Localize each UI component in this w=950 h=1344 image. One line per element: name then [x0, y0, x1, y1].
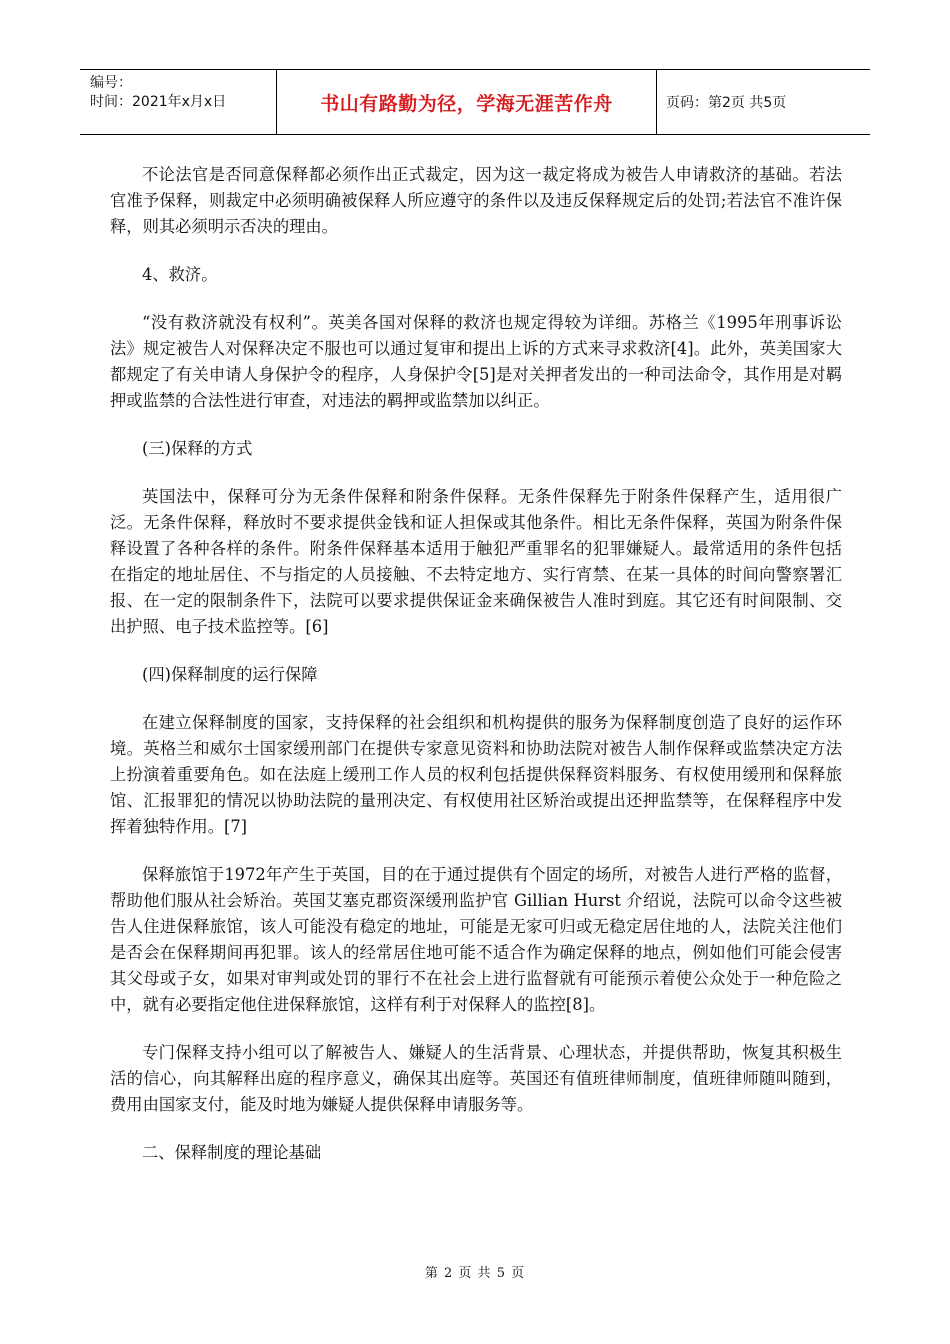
page-header — [80, 69, 870, 135]
document-date: 时间：2021年x月x日 — [90, 94, 227, 110]
paragraph: 在建立保释制度的国家，支持保释的社会组织和机构提供的服务为保释制度创造了良好的运作环境。英格兰和威尔士国家缓刑部门在提供专家意见资料和协助法院对被告人制作保释或监禁决定方法上扮演着重要角色。如在法庭上缓刑工作人员的权利包括提供保释资料服务、有权使用缓刑和保释旅馆、汇报罪犯的情况以协助法院的量刑决定、有权使用社区矫治或提出还押监禁等，在保释程序中发挥着独特作用。[7] — [110, 713, 842, 836]
header-page-info: 页码：第2页 共5页 — [666, 95, 787, 111]
header-divider-right — [656, 70, 657, 134]
section-heading-theory: 二、保释制度的理论基础 — [142, 1143, 322, 1162]
document-body — [110, 162, 842, 1188]
section-heading-remedy: 4、救济。 — [142, 265, 218, 284]
paragraph: 英国法中，保释可分为无条件保释和附条件保释。无条件保释先于附条件保释产生，适用很广泛。无条件保释，释放时不要求提供金钱和证人担保或其他条件。相比无条件保释，英国为附条件保释设置了各种各样的条件。附条件保释基本适用于触犯严重罪名的犯罪嫌疑人。最常适用的条件包括在指定的地址居住、不与指定的人员接触、不去特定地方、实行宵禁、在某一具体的时间向警察署汇报、在一定的限制条件下，法院可以要求提供保证金来确保被告人准时到庭。其它还有时间限制、交出护照、电子技术监控等。[6] — [110, 487, 842, 636]
paragraph: “没有救济就没有权利”。英美各国对保释的救济也规定得较为详细。苏格兰《1995年刑事诉讼法》规定被告人对保释决定不服也可以通过复审和提出上诉的方式来寻求救济[4]。此外，英美国家大都规定了有关申请人身保护令的程序，人身保护令[5]是对关押者发出的一种司法命令，其作用是对羁押或监禁的合法性进行审查，对违法的羁押或监禁加以纠正。 — [110, 313, 842, 410]
header-motto: 书山有路勤为径，学海无涯苦作舟 — [320, 92, 613, 115]
paragraph: 不论法官是否同意保释都必须作出正式裁定，因为这一裁定将成为被告人申请救济的基础。若法官准予保释，则裁定中必须明确被保释人所应遵守的条件以及违反保释规定后的处罚;若法官不准许保释，则其必须明示否决的理由。 — [110, 165, 842, 236]
paragraph: 专门保释支持小组可以了解被告人、嫌疑人的生活背景、心理状态，并提供帮助，恢复其积极生活的信心，向其解释出庭的程序意义，确保其出庭等。英国还有值班律师制度，值班律师随叫随到，费用由国家支付，能及时地为嫌疑人提供保释申请服务等。 — [110, 1043, 842, 1114]
header-meta — [90, 70, 275, 138]
document-number-label: 编号： — [90, 75, 132, 91]
paragraph: 保释旅馆于1972年产生于英国，目的在于通过提供有个固定的场所，对被告人进行严格的监督，帮助他们服从社会矫治。英国艾塞克郡资深缓刑监护官 Gillian Hurst 介绍说，法院可以命令这些被告人住进保释旅馆，该人可能没有稳定的地址，可能是无家可归或无稳定居住地的人，法院关注他们是否会在保释期间再犯罪。该人的经常居住地可能不适合作为确定保释的地点，例如他们可能会侵害其父母或子女，如果对审判或处罚的罪行不在社会上进行监督就有可能预示着使公众处于一种危险之中，就有必要指定他住进保释旅馆，这样有利于对保释人的监控[8]。 — [110, 865, 842, 1014]
section-heading-operation-guarantee: (四)保释制度的运行保障 — [142, 665, 318, 684]
section-heading-bail-methods: (三)保释的方式 — [142, 439, 253, 458]
page-footer: 第 2 页 共 5 页 — [424, 1266, 526, 1281]
